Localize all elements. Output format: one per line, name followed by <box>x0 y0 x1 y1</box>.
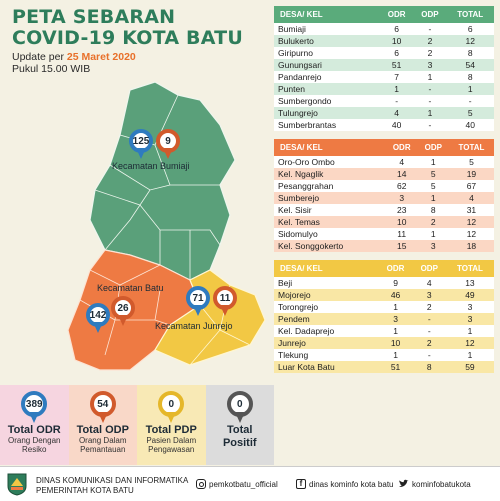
cell-total: 19 <box>449 168 494 180</box>
cell-total: 12 <box>449 216 494 228</box>
stat-odr-sub1: Orang Dengan <box>8 436 61 445</box>
cell-odr: 10 <box>386 216 418 228</box>
stat-pdp-value: 0 <box>158 391 184 417</box>
table-row <box>274 228 494 240</box>
table-row <box>274 289 494 301</box>
cell-total: 1 <box>446 325 494 337</box>
table-row <box>274 240 494 252</box>
col-total: TOTAL <box>446 6 494 23</box>
cell-total: 12 <box>449 228 494 240</box>
cell-total: 8 <box>446 47 494 59</box>
footer <box>0 466 500 501</box>
col-odr: ODR <box>386 139 418 156</box>
cell-desa: Bumiaji <box>274 23 380 35</box>
table-row <box>274 23 494 35</box>
cell-total: 5 <box>449 156 494 168</box>
cell-total: 4 <box>449 192 494 204</box>
table-row <box>274 107 494 119</box>
twitter-handle[interactable] <box>398 479 471 489</box>
cell-odr: 1 <box>379 325 413 337</box>
label-kecamatan-junrejo: Kecamatan Junrejo <box>155 321 233 331</box>
cell-odp: 5 <box>418 180 449 192</box>
cell-total: 3 <box>446 301 494 313</box>
dinas-line1: DINAS KOMUNIKASI DAN INFORMATIKA <box>36 476 189 485</box>
page-title-line2: COVID-19 KOTA BATU <box>12 27 243 49</box>
cell-odp: 2 <box>413 301 446 313</box>
tables-panel <box>274 6 494 373</box>
cell-odp: 1 <box>418 156 449 168</box>
cell-total: 6 <box>446 23 494 35</box>
stat-odp-label: Total ODP <box>76 424 129 436</box>
cell-odr: 51 <box>380 59 414 71</box>
table-row <box>274 192 494 204</box>
instagram-handle[interactable] <box>196 479 278 489</box>
cell-total: 67 <box>449 180 494 192</box>
cell-odp: 2 <box>413 47 446 59</box>
cell-odp: - <box>413 325 446 337</box>
facebook-text: dinas kominfo kota batu <box>309 479 394 489</box>
totals-panel <box>0 385 274 465</box>
cell-odr: 1 <box>379 349 413 361</box>
cell-desa: Pendem <box>274 313 379 325</box>
stat-total-pdp <box>137 385 206 465</box>
cell-total: 40 <box>446 119 494 131</box>
cell-odp: - <box>413 313 446 325</box>
instagram-text: pemkotbatu_official <box>209 479 278 489</box>
stat-pdp-sub2: Pengawasan <box>148 445 195 454</box>
cell-desa: Tlekung <box>274 349 379 361</box>
cell-odr: 40 <box>380 119 414 131</box>
table-row <box>274 349 494 361</box>
cell-odr: 10 <box>380 35 414 47</box>
cell-odp: - <box>413 349 446 361</box>
cell-desa: Tulungrejo <box>274 107 380 119</box>
label-kecamatan-batu: Kecamatan Batu <box>97 283 164 293</box>
update-prefix: Update per <box>12 51 64 63</box>
col-desa: DESA/ KEL <box>274 6 380 23</box>
stat-odp-sub2: Pemantauan <box>80 445 126 454</box>
cell-odp: 2 <box>413 337 446 349</box>
cell-odp: 8 <box>418 204 449 216</box>
cell-odr: 62 <box>386 180 418 192</box>
table-row <box>274 337 494 349</box>
cell-desa: Beji <box>274 277 379 289</box>
cell-desa: Junrejo <box>274 337 379 349</box>
stat-pdp-label: Total PDP <box>145 424 197 436</box>
col-odp: ODP <box>418 139 449 156</box>
table-row <box>274 301 494 313</box>
cell-total: 12 <box>446 337 494 349</box>
cell-odp: 2 <box>413 35 446 47</box>
cell-odr: 4 <box>386 156 418 168</box>
pin-batu-odp: 26 <box>111 296 135 326</box>
cell-desa: Sumberbrantas <box>274 119 380 131</box>
cell-desa: Kel. Ngaglik <box>274 168 386 180</box>
col-odp: ODP <box>413 6 446 23</box>
stat-odr-value: 389 <box>21 391 47 417</box>
update-info <box>12 51 274 63</box>
cell-odr: 15 <box>386 240 418 252</box>
cell-odr: 23 <box>386 204 418 216</box>
table-batu <box>274 139 494 252</box>
dinas-name <box>36 476 188 496</box>
table-row <box>274 119 494 131</box>
twitter-text: kominfobatukota <box>412 479 471 489</box>
page-title-line1: PETA SEBARAN <box>12 6 176 28</box>
table-row <box>274 325 494 337</box>
cell-total: - <box>446 95 494 107</box>
cell-odr: 1 <box>380 83 414 95</box>
table-row <box>274 204 494 216</box>
cell-desa: Luar Kota Batu <box>274 361 379 373</box>
stat-odp-sub1: Orang Dalam <box>78 436 127 445</box>
cell-odp: - <box>413 95 446 107</box>
col-odr: ODR <box>380 6 414 23</box>
cell-desa: Sumberejo <box>274 192 386 204</box>
instagram-icon <box>196 479 206 489</box>
table-junrejo <box>274 260 494 373</box>
header <box>12 7 274 75</box>
cell-odr: - <box>380 95 414 107</box>
cell-desa: Torongrejo <box>274 301 379 313</box>
cell-total: 3 <box>446 313 494 325</box>
cell-desa: Oro-Oro Ombo <box>274 156 386 168</box>
col-desa: DESA/ KEL <box>274 139 386 156</box>
update-time: Pukul 15.00 WIB <box>12 63 91 75</box>
pin-bumiaji-odr: 125 <box>129 129 153 159</box>
cell-odr: 1 <box>379 301 413 313</box>
map-region-bumiaji <box>90 82 235 280</box>
table-row <box>274 71 494 83</box>
cell-odr: 10 <box>379 337 413 349</box>
table-row <box>274 216 494 228</box>
cell-odp: - <box>413 83 446 95</box>
cell-odp: 5 <box>418 168 449 180</box>
stat-total-odp <box>69 385 138 465</box>
cell-desa: Kel. Dadaprejo <box>274 325 379 337</box>
cell-desa: Kel. Sisir <box>274 204 386 216</box>
cell-total: 54 <box>446 59 494 71</box>
pin-junrejo-odp: 11 <box>213 286 237 316</box>
kota-batu-emblem-icon <box>6 472 28 496</box>
cell-odr: 9 <box>379 277 413 289</box>
cell-odr: 3 <box>386 192 418 204</box>
pin-batu-odr: 142 <box>86 303 110 333</box>
stat-positif-sub1: Positif <box>222 437 257 449</box>
cell-total: 13 <box>446 277 494 289</box>
col-odr: ODR <box>379 260 413 277</box>
table-row <box>274 277 494 289</box>
cell-total: 1 <box>446 349 494 361</box>
cell-odp: 1 <box>418 192 449 204</box>
label-kecamatan-bumiaji: Kecamatan Bumiaji <box>112 161 190 171</box>
cell-odr: 11 <box>386 228 418 240</box>
cell-odr: 46 <box>379 289 413 301</box>
table-row <box>274 47 494 59</box>
cell-odr: 6 <box>380 23 414 35</box>
stat-total-positif <box>206 385 275 465</box>
cell-total: 49 <box>446 289 494 301</box>
stat-total-odr <box>0 385 69 465</box>
table-row <box>274 168 494 180</box>
cell-desa: Bulukerto <box>274 35 380 47</box>
col-odp: ODP <box>413 260 446 277</box>
table-row <box>274 156 494 168</box>
cell-odr: 4 <box>380 107 414 119</box>
facebook-icon: f <box>296 479 306 489</box>
cell-total: 31 <box>449 204 494 216</box>
cell-desa: Mojorejo <box>274 289 379 301</box>
table-row <box>274 35 494 47</box>
district-map <box>60 80 280 380</box>
col-total: TOTAL <box>449 139 494 156</box>
table-row <box>274 59 494 71</box>
dinas-line2: PEMERINTAH KOTA BATU <box>36 486 134 495</box>
cell-odr: 6 <box>380 47 414 59</box>
facebook-handle[interactable] <box>296 479 394 489</box>
table-row <box>274 83 494 95</box>
pin-junrejo-odr: 71 <box>186 286 210 316</box>
cell-desa: Punten <box>274 83 380 95</box>
twitter-icon <box>398 479 409 489</box>
col-desa: DESA/ KEL <box>274 260 379 277</box>
pin-bumiaji-odp: 9 <box>156 129 180 159</box>
cell-total: 1 <box>446 83 494 95</box>
cell-odp: - <box>413 119 446 131</box>
cell-desa: Kel. Songgokerto <box>274 240 386 252</box>
stat-pdp-sub1: Pasien Dalam <box>146 436 197 445</box>
stat-positif-label: Total <box>227 424 253 436</box>
cell-odr: 14 <box>386 168 418 180</box>
table-row <box>274 313 494 325</box>
cell-odp: 8 <box>413 361 446 373</box>
cell-odr: 7 <box>380 71 414 83</box>
cell-desa: Gunungsari <box>274 59 380 71</box>
cell-odp: 1 <box>418 228 449 240</box>
cell-odr: 3 <box>379 313 413 325</box>
cell-odp: 2 <box>418 216 449 228</box>
stat-positif-value: 0 <box>227 391 253 417</box>
stat-odp-value: 54 <box>90 391 116 417</box>
table-row <box>274 95 494 107</box>
cell-desa: Sumbergondo <box>274 95 380 107</box>
cell-total: 5 <box>446 107 494 119</box>
cell-desa: Pesanggrahan <box>274 180 386 192</box>
table-row <box>274 361 494 373</box>
cell-odp: 4 <box>413 277 446 289</box>
stat-odr-sub2: Resiko <box>22 445 47 454</box>
cell-odp: - <box>413 23 446 35</box>
col-total: TOTAL <box>446 260 494 277</box>
cell-desa: Kel. Temas <box>274 216 386 228</box>
cell-desa: Pandanrejo <box>274 71 380 83</box>
cell-desa: Giripurno <box>274 47 380 59</box>
cell-total: 59 <box>446 361 494 373</box>
table-bumiaji <box>274 6 494 131</box>
cell-desa: Sidomulyo <box>274 228 386 240</box>
cell-odp: 1 <box>413 71 446 83</box>
update-date: 25 Maret 2020 <box>66 51 136 63</box>
cell-total: 12 <box>446 35 494 47</box>
cell-odp: 3 <box>418 240 449 252</box>
map-shape <box>60 80 280 380</box>
table-row <box>274 180 494 192</box>
cell-total: 18 <box>449 240 494 252</box>
cell-odp: 3 <box>413 59 446 71</box>
cell-odp: 3 <box>413 289 446 301</box>
stat-odr-label: Total ODR <box>7 424 61 436</box>
cell-total: 8 <box>446 71 494 83</box>
cell-odr: 51 <box>379 361 413 373</box>
cell-odp: 1 <box>413 107 446 119</box>
